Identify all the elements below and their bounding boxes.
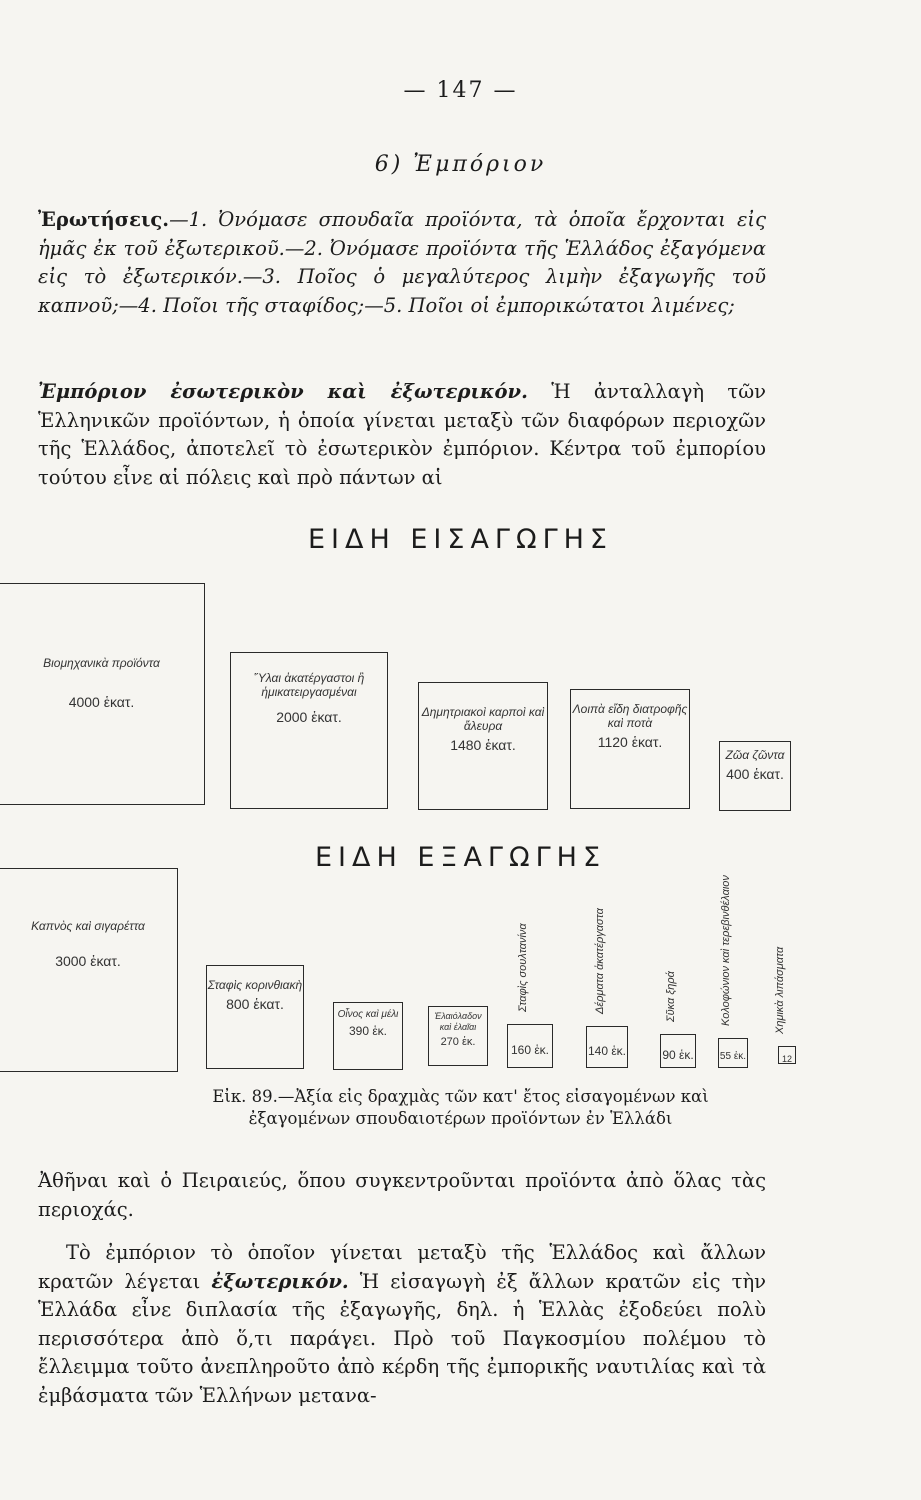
figure-caption-line1: Εἰκ. 89.—Ἀξία εἰς δραχμὰς τῶν κατ' ἔτος εἰσαγομένων καὶ [212, 1087, 709, 1106]
import-label: Ὕλαι ἀκατέργαστοι ἢ ἡμικατειργασμέναι [253, 671, 365, 699]
import-label: Βιομηχανικὰ προϊόντα [43, 656, 160, 670]
export-label: Σταφὶς σουλτανίνα [517, 923, 529, 1012]
export-value: 140 ἑκ. [587, 1044, 627, 1058]
import-value: 1120 ἑκατ. [597, 734, 663, 750]
export-value: 160 ἑκ. [510, 1043, 550, 1057]
paragraph-foreign-trade-bold: ἐξωτερικόν. [211, 1269, 349, 1293]
imports-title: ΕΙΔΗ ΕΙΣΑΓΩΓΗΣ [307, 524, 613, 555]
export-value: 390 ἑκ. [348, 1024, 388, 1038]
page-number: — 147 — [403, 78, 518, 103]
export-label: Δέρματα ἀκατέργαστα [594, 908, 606, 1014]
paragraph-trade-intro-bold: Ἐμπόριον ἐσωτερικὸν καὶ ἐξωτερικόν. [38, 380, 528, 403]
import-box-livestock [719, 741, 791, 811]
exports-title: ΕΙΔΗ ΕΞΑΓΩΓΗΣ [314, 842, 607, 873]
export-value: 800 ἑκατ. [226, 996, 284, 1012]
export-label: Ἐλαιόλαδον καὶ ἐλαῖαι [434, 1011, 482, 1032]
export-label: Σῦκα ξηρά [665, 971, 677, 1022]
import-label: Ζῶα ζῶντα [725, 748, 785, 762]
import-value: 4000 ἑκατ. [68, 694, 135, 710]
export-label: Οἶνος καὶ μέλι [337, 1009, 399, 1020]
paragraph-foreign-trade-text2: Ἡ εἰσαγωγὴ ἐξ ἄλλων κρατῶν εἰς τὴν Ἑλλάδα εἶνε διπλασία τῆς ἐξαγωγῆς, δηλ. ἡ Ἑλλὰς ἐξοδεύει πολὺ περισσότερα ἀπὸ ὅ,τι παράγει. Πρὸ τοῦ Παγκοσμίου πολέμου τὸ ἔλλειμμα τοῦτο ἀνεπληροῦτο ἀπὸ κέρδη τῆς ἐμπορικῆς ναυτιλίας καὶ τὰ ἐμβάσματα τῶν Ἑλλήνων μετανα- [38, 1269, 766, 1407]
export-value: 3000 ἑκατ. [55, 953, 121, 969]
import-value: 400 ἑκατ. [726, 766, 784, 782]
export-label: Χημικὰ λιπάσματα [774, 946, 786, 1034]
export-box-olive-oil [428, 1006, 488, 1066]
export-box-sultana [507, 923, 553, 1068]
section-heading: 6) Ἐμπόριον [374, 152, 547, 177]
questions-paragraph [38, 206, 766, 320]
import-box-industrial [0, 583, 205, 805]
export-label: Σταφὶς κορινθιακὴ [207, 978, 303, 992]
import-label: Λοιπὰ εἴδη διατροφῆς καὶ ποτὰ [572, 702, 688, 730]
export-box-hides [586, 908, 628, 1068]
export-box-resin [718, 875, 748, 1068]
import-value: 2000 ἑκατ. [276, 709, 342, 725]
questions-text: —1. Ὀνόμασε σπουδαῖα προϊόντα, τὰ ὁποῖα ἔρχονται εἰς ἡμᾶς ἐκ τοῦ ἐξωτερικοῦ.—2. Ὀνόμασε προϊόντα τῆς Ἑλλάδος ἐξαγόμενα εἰς τὸ ἐξωτερικόν.—3. Ποῖος ὁ μεγαλύτερος λιμὴν ἐξαγωγῆς τοῦ καπνοῦ;—4. Ποῖοι τῆς σταφίδος;—5. Ποῖοι οἱ ἐμπορικώτατοι λιμένες; [38, 208, 766, 317]
export-box-wine [333, 1002, 403, 1070]
paragraph-trade-intro [38, 378, 766, 492]
export-value: 12 [781, 1054, 792, 1064]
paragraph-foreign-trade [38, 1239, 766, 1410]
paragraph-athens: Ἀθῆναι καὶ ὁ Πειραιεύς, ὅπου συγκεντροῦνται προϊόντα ἀπὸ ὅλας τὰς περιοχάς. [38, 1169, 766, 1221]
paragraph-foreign-trade-text1: Τὸ ἐμπόριον τὸ ὁποῖον γίνεται μεταξὺ τῆς Ἑλλάδος καὶ ἄλλων κρατῶν λέγεται [38, 1241, 766, 1293]
import-box-food [570, 689, 690, 809]
export-box-currant [206, 965, 304, 1069]
import-label: Δημητριακοὶ καρποὶ καὶ ἄλευρα [421, 705, 545, 733]
export-value: 270 ἑκ. [440, 1036, 476, 1048]
import-value: 1480 ἑκατ. [450, 737, 516, 753]
figure-caption-line2: ἐξαγομένων σπουδαιοτέρων προϊόντων ἐν Ἑλλάδι [248, 1109, 673, 1128]
export-box-tobacco [0, 868, 178, 1072]
export-label: Καπνὸς καὶ σιγαρέττα [31, 919, 145, 933]
export-value: 90 ἑκ. [662, 1048, 694, 1062]
questions-lead: Ἐρωτήσεις. [38, 208, 170, 231]
export-label: Κολοφώνιον καὶ τερεβινθέλαιον [720, 875, 732, 1026]
paragraph-trade-intro-text: Ἡ ἀνταλλαγὴ τῶν Ἑλληνικῶν προϊόντων, ἡ ὁποία γίνεται μεταξὺ τῶν διαφόρων περιοχῶν τῆς Ἑλλάδος, ἀποτελεῖ τὸ ἐσωτερικὸν ἐμπόριον. Κέντρα τοῦ ἐμπορίου τούτου εἶνε αἱ πόλεις καὶ πρὸ πάντων αἱ [38, 380, 766, 489]
export-box-fertilizers [774, 946, 796, 1064]
export-value: 55 ἑκ. [719, 1051, 747, 1062]
import-box-cereals [418, 682, 548, 810]
export-box-figs [660, 971, 696, 1068]
import-box-raw-materials [230, 652, 388, 809]
